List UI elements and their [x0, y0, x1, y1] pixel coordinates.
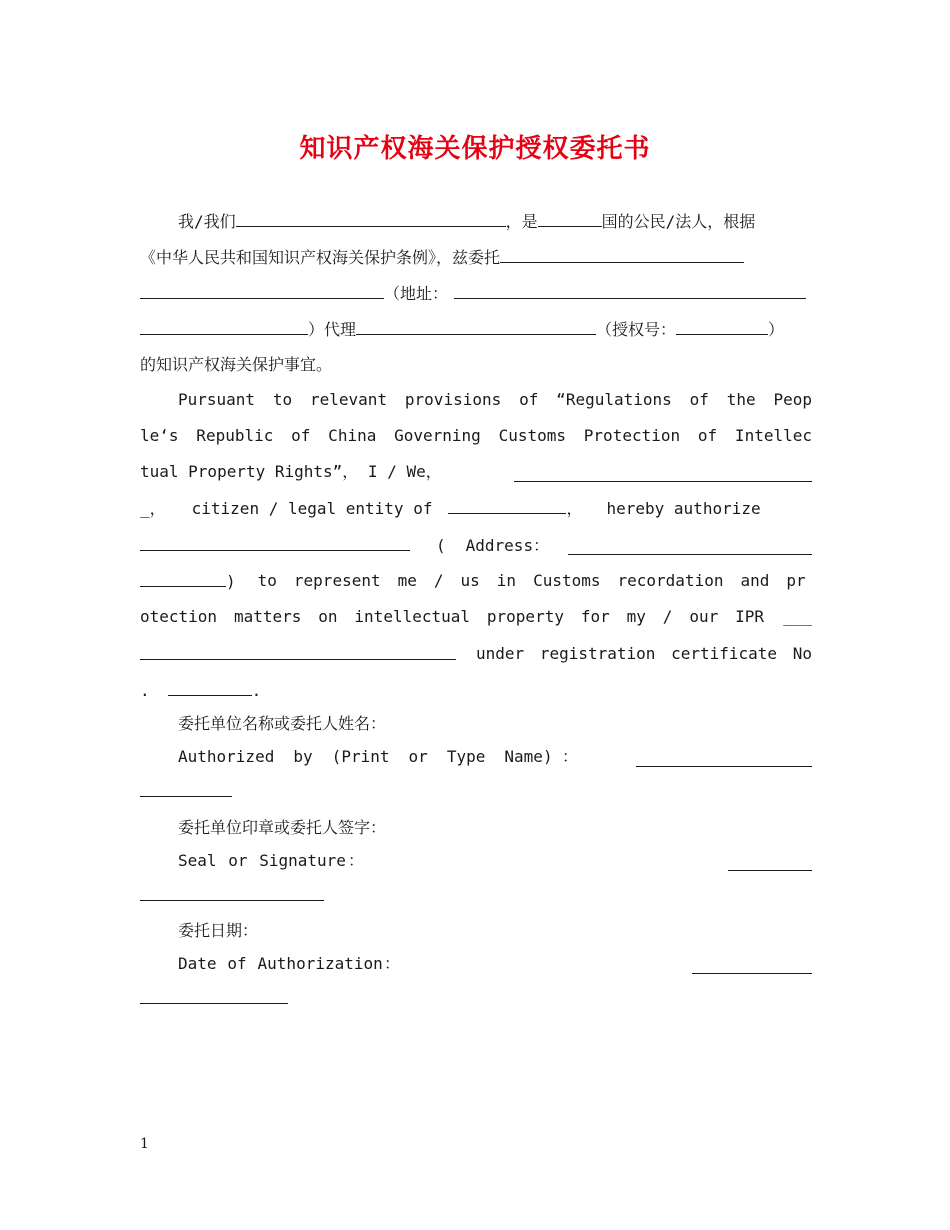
cn-text: 国的公民/法人，根据: [601, 212, 756, 231]
ipr-blank-cont[interactable]: [140, 641, 456, 660]
agent-blank-en[interactable]: [140, 532, 410, 551]
en-text: (: [436, 536, 446, 555]
name-blank[interactable]: [236, 208, 506, 227]
date-field-cont-row: [140, 985, 812, 1012]
signature-field[interactable]: [728, 852, 812, 871]
seal-cn-label: 委托单位印章或委托人签字：: [178, 818, 387, 837]
date-en-row: [178, 951, 812, 977]
cert-no-blank[interactable]: [168, 677, 252, 696]
date-cn-label: 委托日期：: [178, 921, 259, 940]
address-blank-cont[interactable]: [140, 316, 308, 335]
en-line-9: [140, 677, 812, 704]
en-text: _，: [140, 499, 166, 518]
cn-text: ，是: [505, 212, 538, 231]
en-text: under registration certificate No: [476, 644, 812, 663]
en-line-3: [140, 459, 812, 485]
address-blank[interactable]: [454, 280, 806, 299]
seal-en-row: [178, 848, 812, 874]
signature-field-cont-row: [140, 882, 812, 909]
en-text: hereby authorize: [606, 499, 761, 518]
country-blank[interactable]: [538, 208, 602, 227]
en-text: ，: [566, 499, 583, 518]
authorized-name-field[interactable]: [636, 748, 812, 767]
cn-text: （授权号：: [596, 320, 677, 339]
seal-en-label: Seal or Signature：: [178, 851, 364, 870]
cn-line-1: [178, 208, 812, 235]
ipr-blank[interactable]: ___: [783, 607, 812, 626]
date-en-label: Date of Authorization：: [178, 954, 400, 973]
name-blank-en[interactable]: [514, 463, 812, 482]
en-line-8: [140, 641, 812, 668]
en-text: otection matters on intellectual property for my / our IPR: [140, 607, 764, 626]
en-line-2: le‘s Republic of China Governing Customs Protection of Intellec: [140, 426, 812, 445]
cn-line-2: [140, 244, 812, 271]
page-number: 1: [140, 1136, 149, 1152]
agent-blank[interactable]: [500, 244, 744, 263]
en-text: citizen / legal entity of: [191, 499, 433, 518]
en-text: tual Property Rights”， I / We，: [140, 462, 442, 481]
en-line-4: [140, 495, 812, 522]
address-blank-en[interactable]: [568, 536, 812, 555]
cn-line-4: [140, 316, 812, 343]
agent-name-blank[interactable]: [356, 316, 596, 335]
auth-no-blank[interactable]: [676, 316, 768, 335]
cn-text: （地址：: [384, 284, 449, 303]
cn-text: ）代理: [308, 320, 357, 339]
signature-field-cont[interactable]: [140, 882, 324, 901]
country-blank-en[interactable]: [448, 495, 566, 514]
authorized-name-field-cont[interactable]: [140, 778, 232, 797]
authorized-field-cont: [140, 778, 812, 805]
en-text: .: [140, 681, 150, 700]
cn-text: ）: [768, 320, 785, 339]
authorized-cn-label: 委托单位名称或委托人姓名：: [178, 714, 387, 733]
en-line-7: [140, 604, 812, 630]
agent-blank-cont[interactable]: [140, 280, 384, 299]
cn-text: 《中华人民共和国知识产权海关保护条例》，兹委托: [140, 248, 501, 267]
cn-line-5: [140, 352, 812, 378]
cn-line-3: [140, 280, 812, 307]
address-blank-en-cont[interactable]: [140, 568, 226, 587]
authorized-en-row: [178, 744, 812, 770]
en-line-6: [140, 568, 812, 595]
en-text: .: [251, 681, 262, 700]
authorized-en-label: Authorized by (Print or Type Name)：: [178, 747, 578, 766]
en-text: Address：: [465, 536, 550, 555]
en-line-1: Pursuant to relevant provisions of “Regulations of the Peop: [178, 390, 812, 409]
en-line-5: [140, 532, 812, 559]
cn-text: 的知识产权海关保护事宜。: [140, 355, 333, 374]
cn-text: 我/我们: [178, 212, 236, 231]
en-text: ): [226, 572, 236, 591]
document-title: 知识产权海关保护授权委托书: [299, 134, 651, 164]
date-field-cont[interactable]: [140, 985, 288, 1004]
en-text: to represent me / us in Customs recordation and pr: [257, 571, 806, 590]
date-field[interactable]: [692, 955, 812, 974]
